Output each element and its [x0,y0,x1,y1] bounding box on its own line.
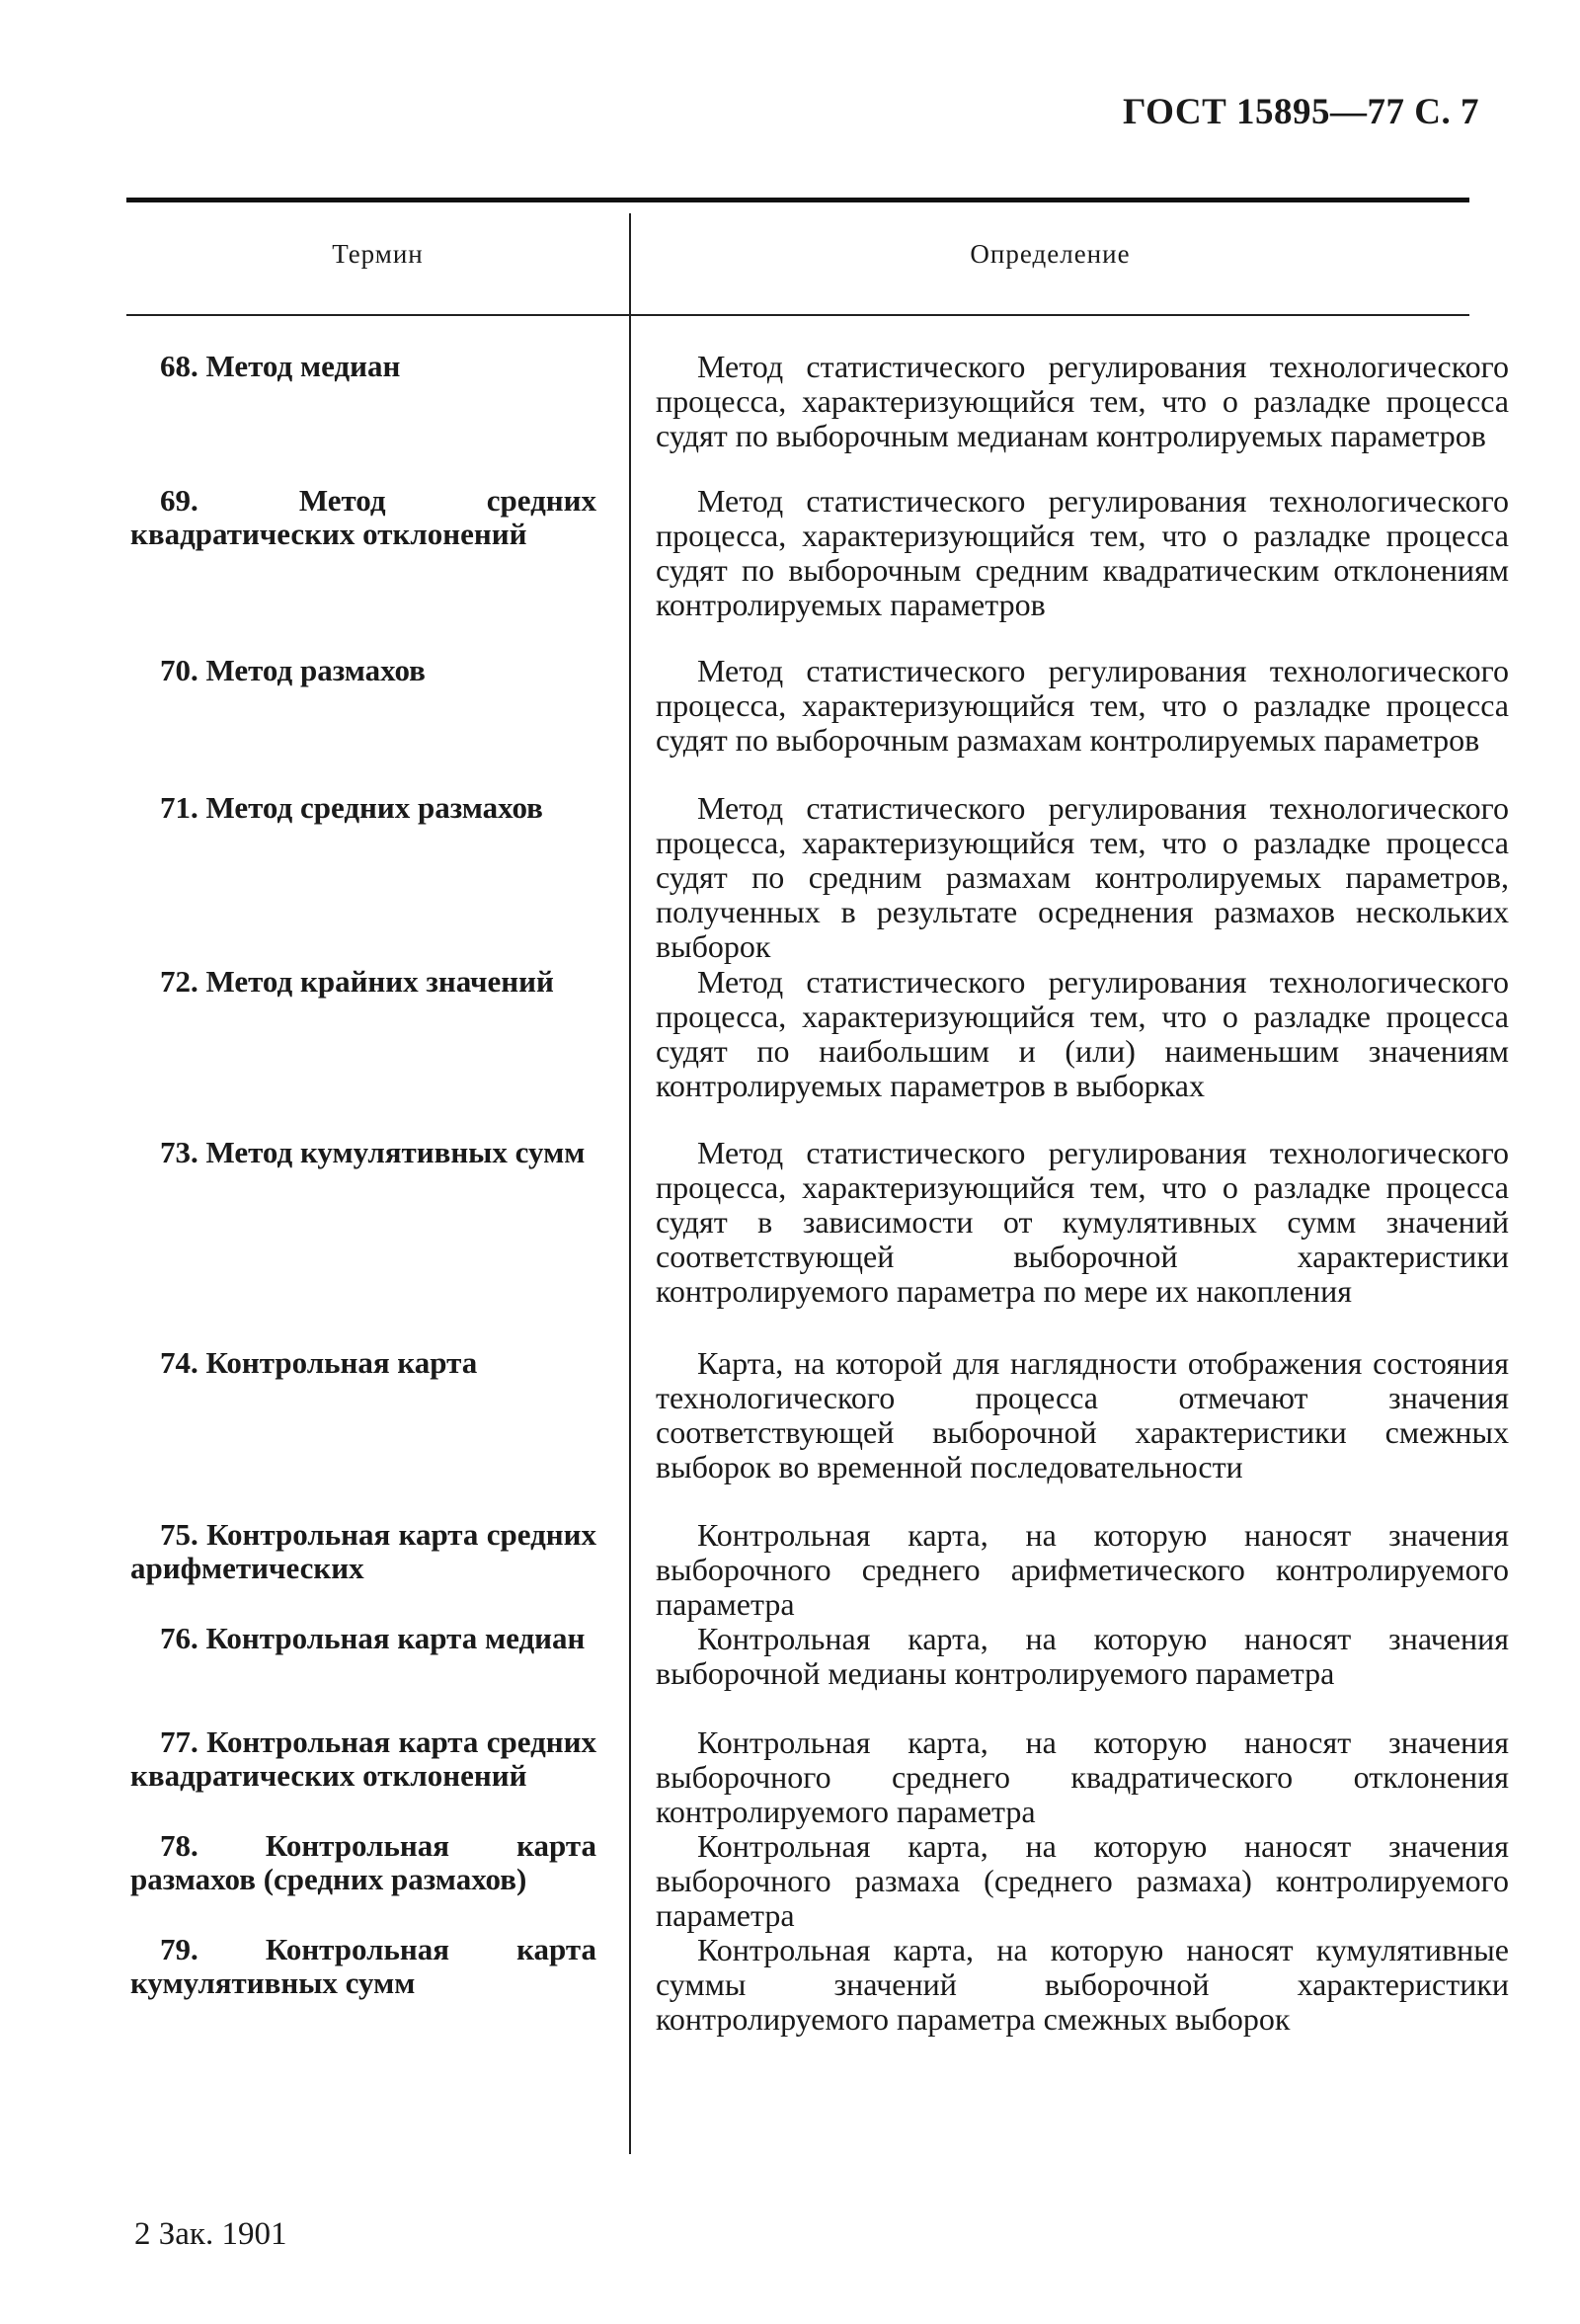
term: 78. Контрольная карта размахов (средних размахов) [130,1828,596,1896]
definition: Метод статистического регулирования технологического процесса, характеризующийся тем, что о разладке процесса судят в зависимости от кумулятивных сумм значений соответствующей выборочной характеристики контролируемого параметра по мере их накопления [656,1135,1509,1309]
term: 77. Контрольная карта средних квадратических отклонений [130,1724,596,1793]
table-row [0,1725,1580,1829]
table-row [0,1622,1580,1725]
term: 71. Метод средних размахов [160,790,543,825]
definition: Карта, на которой для наглядности отображения состояния технологического процесса отмечают значения соответствующей выборочной характеристики смежных выборок во временной последовательности [656,1345,1509,1484]
definition: Контрольная карта, на которую наносят значения выборочного среднего квадратического отклонения контролируемого параметра [656,1724,1509,1829]
print-order-note: 2 Зак. 1901 [134,2216,287,2252]
definition: Метод статистического регулирования технологического процесса, характеризующийся тем, что о разладке процесса судят по средним размахам контролируемых параметров, полученных в результате осреднения размахов нескольких выборок [656,790,1509,964]
term: 76. Контрольная карта медиан [160,1621,586,1655]
table-row [0,1346,1580,1518]
column-header-definition: Определение [970,239,1131,269]
definition: Контрольная карта, на которую наносят кумулятивные суммы значений выборочной характеристики контролируемого параметра смежных выборок [656,1932,1509,2037]
table-row [0,1829,1580,1933]
definition: Метод статистического регулирования технологического процесса, характеризующийся тем, что о разладке процесса судят по выборочным размахам контролируемых параметров [656,653,1509,758]
page-header: ГОСТ 15895—77 С. 7 [1123,92,1479,132]
table-row [0,1933,1580,2071]
column-header-term: Термин [332,239,424,269]
term: 74. Контрольная карта [160,1345,478,1380]
table-row [0,350,1580,484]
definition: Контрольная карта, на которую наносят значения выборочной медианы контролируемого параметра [656,1621,1509,1691]
term: 68. Метод медиан [160,349,401,383]
terms-table [0,350,1580,2071]
header-rule [126,314,1469,316]
top-rule [126,198,1469,202]
table-row [0,965,1580,1136]
term: 70. Метод размахов [160,653,426,687]
table-row [0,654,1580,791]
term: 75. Контрольная карта средних арифметических [130,1517,596,1585]
definition: Метод статистического регулирования технологического процесса, характеризующийся тем, что о разладке процесса судят по выборочным средним квадратическим отклонениям контролируемых параметров [656,483,1509,622]
definition: Метод статистического регулирования технологического процесса, характеризующийся тем, что о разладке процесса судят по выборочным медианам контролируемых параметров [656,349,1509,453]
table-row [0,791,1580,965]
definition: Контрольная карта, на которую наносят значения выборочного среднего арифметического контролируемого параметра [656,1517,1509,1622]
table-row [0,1518,1580,1622]
term: 69. Метод средних квадратических отклонений [130,483,596,551]
definition: Контрольная карта, на которую наносят значения выборочного размаха (среднего размаха) контролируемого параметра [656,1828,1509,1933]
term: 79. Контрольная карта кумулятивных сумм [130,1932,596,2000]
table-row [0,484,1580,654]
term: 72. Метод крайних значений [160,964,554,999]
definition: Метод статистического регулирования технологического процесса, характеризующийся тем, что о разладке процесса судят по наибольшим и (или) наименьшим значениям контролируемых параметров в выборках [656,964,1509,1103]
table-row [0,1136,1580,1346]
term: 73. Метод кумулятивных сумм [160,1135,586,1169]
